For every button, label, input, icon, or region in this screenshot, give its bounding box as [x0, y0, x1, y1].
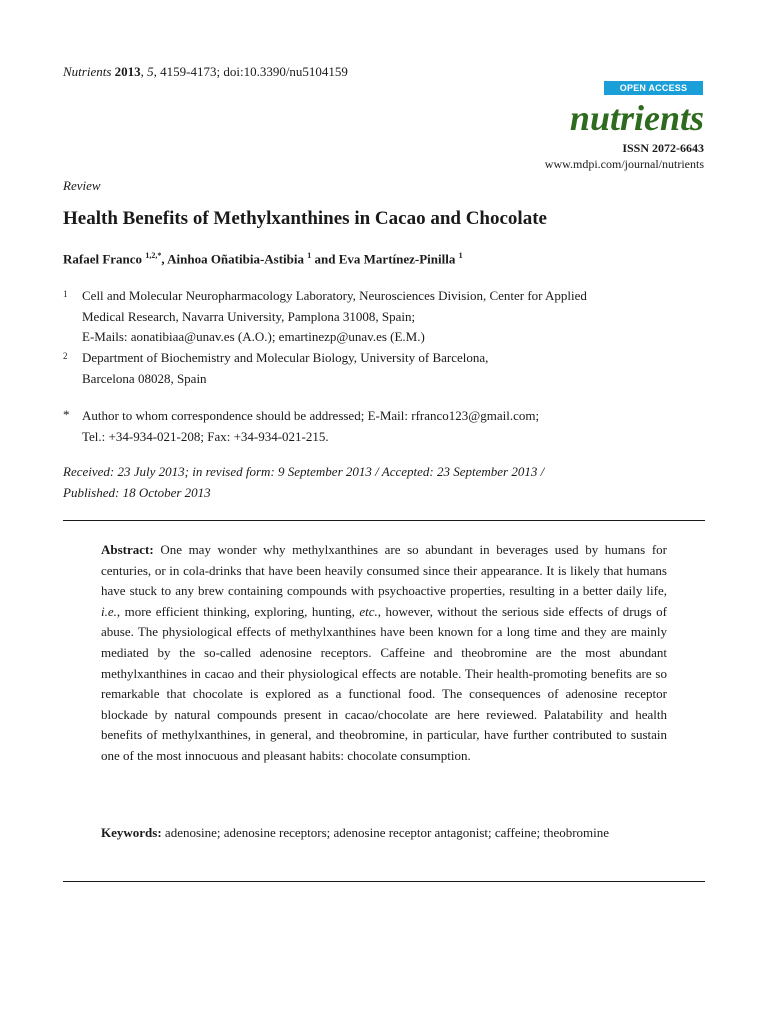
affiliation-2: [82, 348, 488, 389]
correspondence-note: [82, 406, 539, 447]
keywords-label: Keywords:: [101, 825, 162, 840]
citation-volume: 5: [147, 64, 154, 79]
abstract-ie: i.e.: [101, 603, 117, 619]
affiliation-number: 2: [63, 351, 68, 361]
author-separator: and: [311, 251, 339, 267]
author-affiliation-sup: 1: [458, 251, 463, 260]
journal-logo: nutrients: [569, 98, 704, 138]
divider-top: [63, 520, 705, 521]
dates-line: Received: 23 July 2013; in revised form: 9 September 2013 / Accepted: 23 September 2013 /: [63, 464, 545, 479]
abstract-etc: etc.: [359, 603, 378, 619]
citation-year: 2013: [114, 64, 141, 79]
abstract: [101, 540, 667, 767]
keywords: [101, 823, 667, 844]
issn: ISSN 2072-6643: [622, 141, 704, 155]
article-type: Review: [63, 178, 101, 193]
author-affiliation-sup: 1,2,: [145, 251, 158, 260]
affiliation-email-line[interactable]: E-Mails: aonatibiaa@unav.es (A.O.); emartinezp@unav.es (E.M.): [82, 329, 425, 344]
affiliation-line: Barcelona 08028, Spain: [82, 370, 207, 386]
journal-url[interactable]: www.mdpi.com/journal/nutrients: [544, 157, 704, 171]
abstract-text: One may wonder why methylxanthines are so abundant in beverages used by humans for centuries, or in cola-drinks that have been heavily consumed since their appearance. It is likely that humans have stuck to any brew containing compounds with psychoactive properties, resulting in a better daily life,: [101, 542, 667, 599]
article-title: Health Benefits of Methylxanthines in Cacao and Chocolate: [63, 208, 547, 229]
correspondence-line[interactable]: Author to whom correspondence should be addressed; E-Mail: rfranco123@gmail.com;: [82, 408, 540, 423]
keywords-text: adenosine; adenosine receptors; adenosine receptor antagonist; caffeine; theobromine: [161, 825, 610, 840]
author-name: Ainhoa Oñatibia-Astibia: [167, 251, 305, 267]
affiliation-line: Department of Biochemistry and Molecular Biology, University of Barcelona,: [82, 350, 489, 365]
author-list: [63, 251, 463, 267]
affiliation-number: 1: [63, 289, 68, 299]
corresponding-author-star: *: [157, 251, 162, 260]
citation-pages-doi[interactable]: , 4159-4173; doi:10.3390/nu5104159: [153, 64, 348, 79]
author-name: Rafael Franco: [63, 251, 143, 267]
correspondence-line: Tel.: +34-934-021-208; Fax: +34-934-021-215.: [82, 428, 329, 444]
author-separator: ,: [161, 251, 168, 267]
abstract-text: , more efficient thinking, exploring, hunting,: [116, 603, 360, 619]
citation-line: Nutrients 2013, 5, 4159-4173; doi:10.3390/nu5104159: [63, 64, 348, 79]
affiliation-line: Medical Research, Navarra University, Pamplona 31008, Spain;: [82, 308, 416, 324]
abstract-text: , however, without the serious side effects of drugs of abuse. The physiological effects of methylxanthines have been known for a long time and they are mainly mediated by the so-called adenosine receptors. Caffeine and theobromine are the most abundant methylxanthines in cacao and their physiological effects are notable. Their health-promoting benefits are so remarkable that chocolate is explored as a functional food. The consequences of adenosine receptor blockade by natural compounds present in cacao/chocolate are here reviewed. Palatability and health benefits of methylxanthines, in general, and theobromine, in particular, have further contributed to sustain one of the most innocuous and pleasant habits: chocolate consumption.: [101, 603, 667, 763]
divider-bottom: [63, 881, 705, 882]
dates-line: Published: 18 October 2013: [63, 484, 211, 500]
open-access-badge: OPEN ACCESS: [604, 81, 703, 95]
author-name: Eva Martínez-Pinilla: [338, 251, 456, 267]
abstract-label: Abstract:: [101, 542, 154, 557]
affiliation-line: Cell and Molecular Neuropharmacology Laboratory, Neurosciences Division, Center for Applied: [82, 288, 587, 303]
citation-journal: Nutrients: [63, 64, 112, 79]
correspondence-star: *: [63, 407, 70, 422]
publication-dates: [63, 462, 544, 503]
author-affiliation-sup: 1: [307, 251, 312, 260]
affiliation-1: [82, 286, 587, 348]
